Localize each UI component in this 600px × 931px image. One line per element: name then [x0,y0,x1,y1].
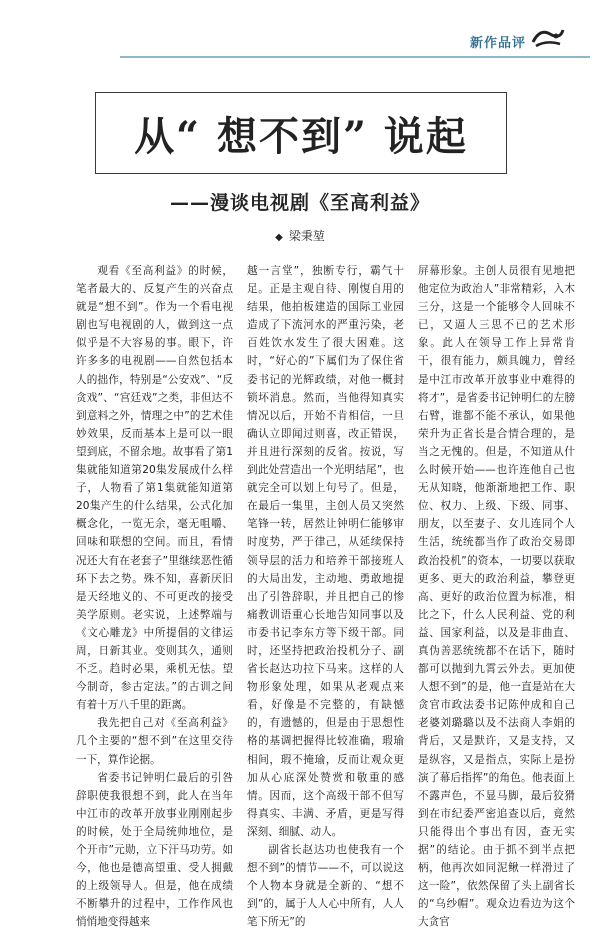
paragraph: 越一言堂”，独断专行，霸气十足。正是主观自待、刚愎自用的结果，他拍板建造的国际工业园造成了下流河水的严重污染，老百姓饮水发生了很大困难。这时，“好心的”下属们为了保住省委书记的光辉政绩，对他一概封锁坏消息。然而，当他得知真实情况以后，开始不肯相信，一旦确认立即闻过则喜，改正错误，并且进行深刻的反省。按说，写到此处营造出一个光明结尾”，也就完全可以划上句号了。但是，在最后一集里，主创人员又突然笔锋一转，居然让钟明仁能够审时度势，严于律己，从延续保持领导层的活力和培养干部接班人的大局出发，主动地、勇敢地提出了引咎辞职，并且把自己的惨痛教训语重心长地告知同事以及市委书记李东方等下级干部。同时，还坚持把政治投机分子、副省长赵达功拉下马来。这样的人物形象处理，如果从老观点来看，好像是不完整的，有缺憾的，有遗憾的，但是由于思想性格的基调把握得比较准确，瑕瑜相间，瑕不掩瑜，反而让观众更加从心底深处赞赏和敬重的感情。因而，这个高级干部不但写得真实、丰满、矛盾，更是写得深刻、细腻、动人。 [247,265,404,838]
author-marker: ◆ [275,232,283,243]
paragraph: 观看《至高利益》的时候，笔者最大的、反复产生的兴奋点就是“想不到”。作为一个看电视剧也写电视剧的人，做到这一点似乎是不大容易的事。眼下，许许多多的电视剧——自然包括本人的拙作，特别是“公安戏”、“反贪戏”、“宫廷戏”之类，非但达不到意料之外，情理之中”的艺术佳妙效果，反而基本上是可以一眼望到底，不留余地。故事看了第1集就能知道第20集发展成什么样子，人物看了第1集就能知道第20集产生的什么结果，公式化加概念化，一览无余，毫无咀嚼、回味和联想的空间。而且，看情况还大有在老套子”里继续恶性循环下去之势。殊不知，喜新厌旧是天经地义的、不可更改的接受美学原则。老实说，上述弊端与《文心雕龙》中所提倡的文律运周，日新其业。变则其久，通则不乏。趋时必果，乘机无怯。望今制奇，参古定法。”的古训之间有着十万八千里的距离。 [76,265,233,712]
article-title: 从“ 想不到” 说起 [134,112,468,160]
byline [0,227,600,244]
text-column-2 [247,262,404,929]
title-frame [95,92,507,174]
paragraph: 省委书记钟明仁最后的引咎辞职使我很想不到，此人在当年中江市的改革开放事业刚刚起步的时候，处于全局统帅地位，是个开市”元勋，立下汗马功劳。如今，他也是德高望重、受人拥戴的上级领导人。但是，他在成绩不断攀升的过程中，工作作风也悄悄地变得越来 [76,771,233,929]
article-body [76,262,576,929]
paragraph: 我先把自己对《至高利益》几个主要的“想不到”在这里交待一下，算作论据。 [76,717,233,766]
section-tag: 新作品评 [469,36,526,51]
text-column-3 [418,262,575,929]
paragraph: 副省长赵达功也使我有一个想不到”的情节——不，可以说这个人物本身就是全新的、“想不到”的，属于人人心中所有，人人笔下所无”的 [247,844,404,929]
text-column-1 [76,262,233,929]
brush-logo-icon [530,22,566,54]
paragraph: 屏幕形象。主创人员很有见地把他定位为政治人”非常精彩，入木三分，这是一个能够令人回味不已，又逼人三思不已的艺术形象。此人在领导工作上异常肯干，很有能力，颇具魄力，曾经是中江市改革开放事业中难得的将才”，是省委书记钟明仁的左膀右臂，谁都不能不承认，如果他荣升为正省长是合情合理的，是当之无愧的。但是，不知道从什么时候开始——也许连他自己也无从知晓，他渐渐地把工作、职位、权力、上级、下级、同事、朋友，以至妻子、女儿连同个人生活，统统都当作了政治交易即政治投机”的资本，一切要以获取更多、更大的政治利益，攀登更高、更好的政治位置为标准，相比之下，什么人民利益、党的利益、国家利益，以及是非曲直、真伪善恶统统都不在话下，随时都可以抛到九霄云外去。更加使人想不到”的是，他一直是站在大贪官市政法委书记陈仲成和自己老婆刘璐璐以及不法商人李娟的背后，又是默许，又是支持，又是纵容，又是指点，实际上是扮演了幕后指挥”的角色。他表面上不露声色，不显马脚，最后狡猾到在市纪委严密追查以后，竟然只能得出个事出有因，查无实据”的结论。由于抓不到半点把柄，他再次如同泥鳅一样滑过了这一险”，依然保留了头上副省长的“乌纱帽”。观众边看边为这个大贪官 [418,265,575,929]
author-name: 梁秉堃 [288,229,325,243]
header-divider [120,56,590,58]
article-subtitle: ——漫谈电视剧《至高利益》 [169,192,430,214]
